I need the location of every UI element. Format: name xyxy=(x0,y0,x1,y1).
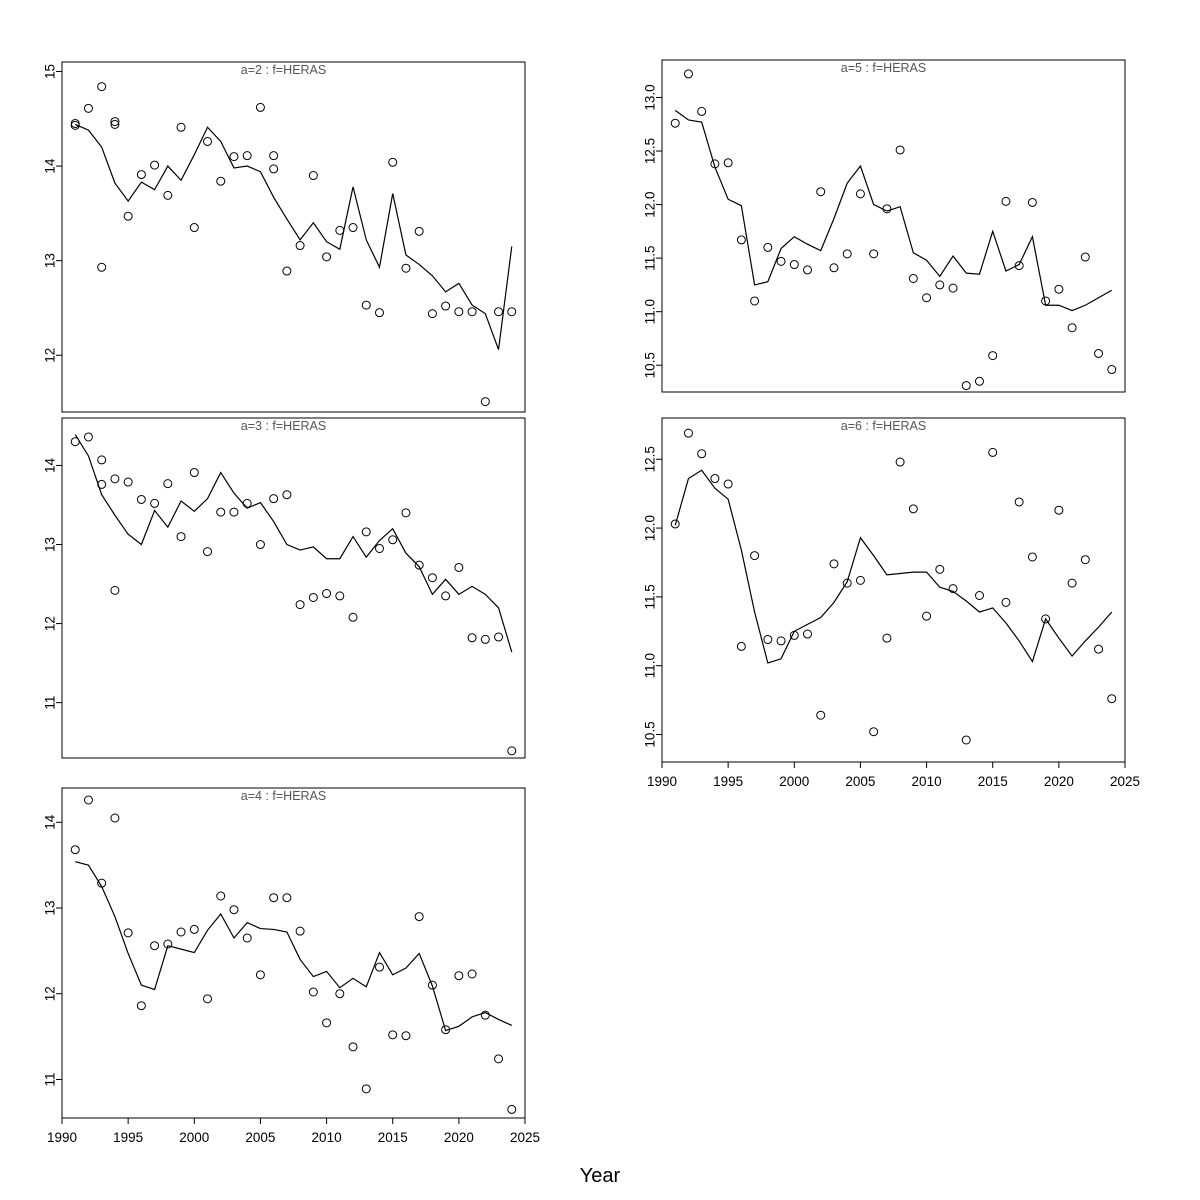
svg-text:11.5: 11.5 xyxy=(642,245,658,271)
svg-text:14: 14 xyxy=(42,814,58,830)
svg-text:12.5: 12.5 xyxy=(642,446,658,473)
svg-text:2000: 2000 xyxy=(779,774,810,789)
panel-a4 xyxy=(0,770,560,1170)
svg-text:2025: 2025 xyxy=(509,1130,541,1145)
svg-text:14: 14 xyxy=(42,158,58,174)
svg-text:13: 13 xyxy=(42,900,58,916)
svg-text:a=4 : f=HERAS: a=4 : f=HERAS xyxy=(240,789,327,803)
svg-text:11.0: 11.0 xyxy=(642,653,658,679)
svg-text:13: 13 xyxy=(42,253,58,269)
svg-text:2025: 2025 xyxy=(1109,774,1141,789)
svg-text:10.5: 10.5 xyxy=(642,352,658,379)
svg-text:10.5: 10.5 xyxy=(642,721,658,748)
panel-a6 xyxy=(600,400,1160,800)
panel-a2 xyxy=(0,0,560,430)
svg-text:11: 11 xyxy=(42,1072,58,1087)
panel-a2-plot xyxy=(0,0,560,430)
svg-text:12.0: 12.0 xyxy=(642,514,658,542)
svg-text:2000: 2000 xyxy=(179,1130,210,1145)
svg-text:12: 12 xyxy=(42,986,58,1002)
svg-text:2010: 2010 xyxy=(911,774,942,789)
svg-text:1995: 1995 xyxy=(113,1130,144,1145)
panel-a6-plot xyxy=(600,400,1160,800)
svg-text:1995: 1995 xyxy=(713,774,744,789)
panel-a4-plot xyxy=(0,770,560,1170)
svg-text:2015: 2015 xyxy=(377,1130,408,1145)
svg-text:12.0: 12.0 xyxy=(642,191,658,218)
svg-text:14: 14 xyxy=(42,457,58,473)
svg-text:2015: 2015 xyxy=(977,774,1008,789)
svg-text:11.0: 11.0 xyxy=(642,299,658,325)
svg-text:a=6 : f=HERAS: a=6 : f=HERAS xyxy=(840,419,927,433)
panel-a3 xyxy=(0,400,560,800)
svg-text:12: 12 xyxy=(42,616,58,632)
panel-a3-plot xyxy=(0,400,560,800)
svg-text:13: 13 xyxy=(42,536,58,553)
svg-text:12.5: 12.5 xyxy=(642,137,658,165)
svg-text:a=3 : f=HERAS: a=3 : f=HERAS xyxy=(240,419,327,433)
panel-a5-plot xyxy=(600,20,1160,420)
svg-text:a=2 : f=HERAS: a=2 : f=HERAS xyxy=(240,63,327,77)
svg-text:13.0: 13.0 xyxy=(642,84,658,111)
svg-text:2005: 2005 xyxy=(245,1130,276,1145)
svg-text:1990: 1990 xyxy=(646,774,678,789)
svg-text:15: 15 xyxy=(42,63,58,79)
panel-a5 xyxy=(600,20,1160,420)
svg-text:2005: 2005 xyxy=(845,774,876,789)
svg-text:11.5: 11.5 xyxy=(642,584,658,610)
svg-text:a=5 : f=HERAS: a=5 : f=HERAS xyxy=(840,61,927,75)
svg-text:12: 12 xyxy=(42,347,58,363)
x-axis-label: Year xyxy=(579,1165,621,1187)
svg-text:1990: 1990 xyxy=(46,1130,78,1145)
svg-text:2020: 2020 xyxy=(1043,774,1074,789)
svg-text:11: 11 xyxy=(42,695,58,710)
svg-text:2020: 2020 xyxy=(443,1130,474,1145)
svg-text:2010: 2010 xyxy=(311,1130,342,1145)
